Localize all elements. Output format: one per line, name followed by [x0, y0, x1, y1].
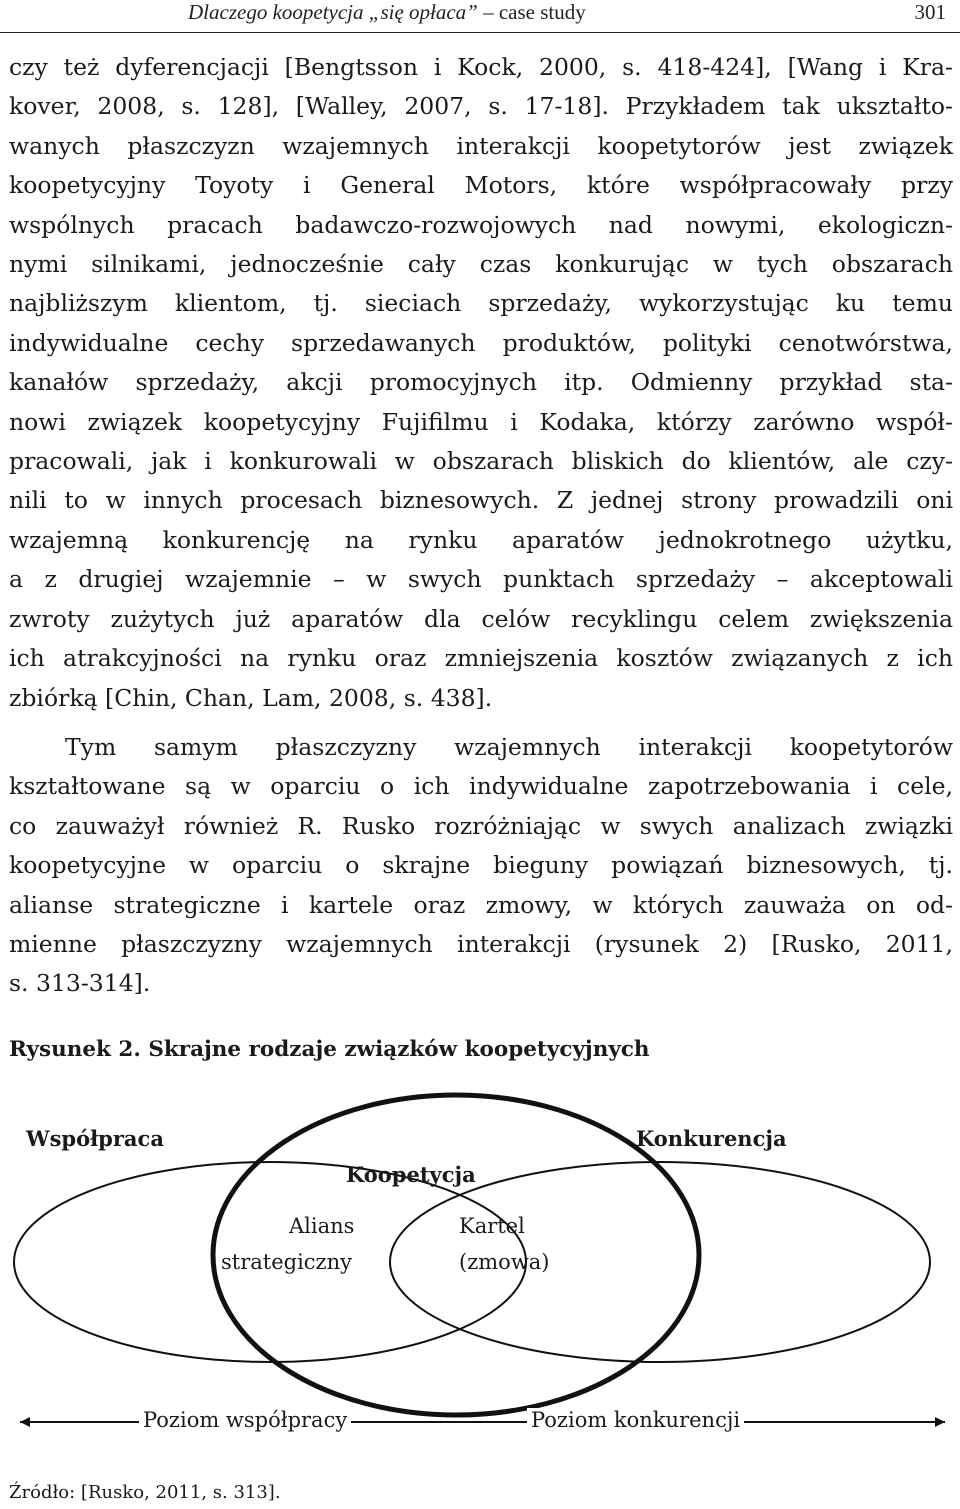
text-line: kanałów sprzedaży, akcji promocyjnych itp. Odmienny przykład sta-	[9, 368, 953, 397]
text-line: wzajemną konkurencję na rynku aparatów jednokrotnego użytku,	[9, 525, 953, 554]
coopetition-diagram	[0, 1090, 960, 1470]
label-competition-level: Poziom konkurencji	[527, 1408, 744, 1432]
text-line: kształtowane są w oparciu o ich indywidualne zapotrzebowania i cele,	[9, 772, 953, 801]
text-line: nymi silnikami, jednocześnie cały czas konkurując w tych obszarach	[9, 250, 953, 279]
label-alliance: Alians	[289, 1214, 355, 1238]
text-line: wanych płaszczyzn wzajemnych interakcji koopetytorów jest związek	[9, 131, 953, 160]
paragraph-2	[9, 728, 953, 1004]
text-line: pracowali, jak i konkurowali w obszarach bliskich do klientów, ale czy-	[9, 447, 953, 476]
running-header	[0, 0, 960, 33]
text-line: zbiórką [Chin, Chan, Lam, 2008, s. 438].	[9, 683, 493, 712]
text-line: zwroty zużytych już aparatów dla celów recyklingu celem zwiększenia	[9, 604, 953, 633]
label-competition: Konkurencja	[636, 1126, 787, 1151]
label-cartel: Kartel	[459, 1214, 525, 1238]
label-cooperation: Współpraca	[26, 1126, 164, 1151]
label-strategic: strategiczny	[221, 1250, 353, 1274]
text-line: co zauważył również R. Rusko rozróżniając w swych analizach związki	[9, 811, 953, 840]
running-title: Dlaczego koopetycja „się opłaca” – case study	[188, 0, 586, 24]
text-line: wspólnych pracach badawczo-rozwojowych nad nowymi, ekologiczn-	[9, 210, 953, 239]
text-line: s. 313-314].	[9, 969, 151, 998]
label-cooperation-level: Poziom współpracy	[139, 1408, 351, 1432]
figure-source: Źródło: [Rusko, 2011, s. 313].	[9, 1482, 281, 1503]
text-line: koopetycyjny Toyoty i General Motors, które współpracowały przy	[9, 171, 953, 200]
text-line: czy też dyferencjacji [Bengtsson i Kock, 2000, s. 418-424], [Wang i Kra-	[9, 53, 953, 81]
text-line: nili to w innych procesach biznesowych. Z jednej strony prowadzili oni	[9, 486, 953, 515]
text-line: alianse strategiczne i kartele oraz zmowy, w których zauważa on od-	[9, 890, 953, 919]
text-line: nowi związek koopetycyjny Fujifilmu i Kodaka, którzy zarówno współ-	[9, 407, 953, 436]
paragraph-1	[9, 48, 953, 718]
figure-caption: Rysunek 2. Skrajne rodzaje związków koopetycyjnych	[9, 1037, 650, 1062]
text-line: kover, 2008, s. 128], [Walley, 2007, s. 17-18]. Przykładem tak ukształto-	[9, 92, 953, 121]
text-line: Tym samym płaszczyzny wzajemnych interakcji koopetytorów	[65, 733, 953, 761]
text-line: mienne płaszczyzny wzajemnych interakcji (rysunek 2) [Rusko, 2011,	[9, 930, 953, 959]
label-collusion: (zmowa)	[459, 1250, 550, 1274]
text-line: koopetycyjne w oparciu o skrajne bieguny powiązań biznesowych, tj.	[9, 851, 953, 880]
text-line: najbliższym klientom, tj. sieciach sprzedaży, wykorzystując ku temu	[9, 289, 953, 318]
text-line: a z drugiej wzajemnie – w swych punktach sprzedaży – akceptowali	[9, 565, 953, 594]
text-line: indywidualne cechy sprzedawanych produktów, polityki cenotwórstwa,	[9, 328, 953, 357]
label-coopetition: Koopetycja	[346, 1162, 476, 1187]
page-number: 301	[914, 0, 946, 24]
text-line: ich atrakcyjności na rynku oraz zmniejszenia kosztów związanych z ich	[9, 644, 953, 673]
